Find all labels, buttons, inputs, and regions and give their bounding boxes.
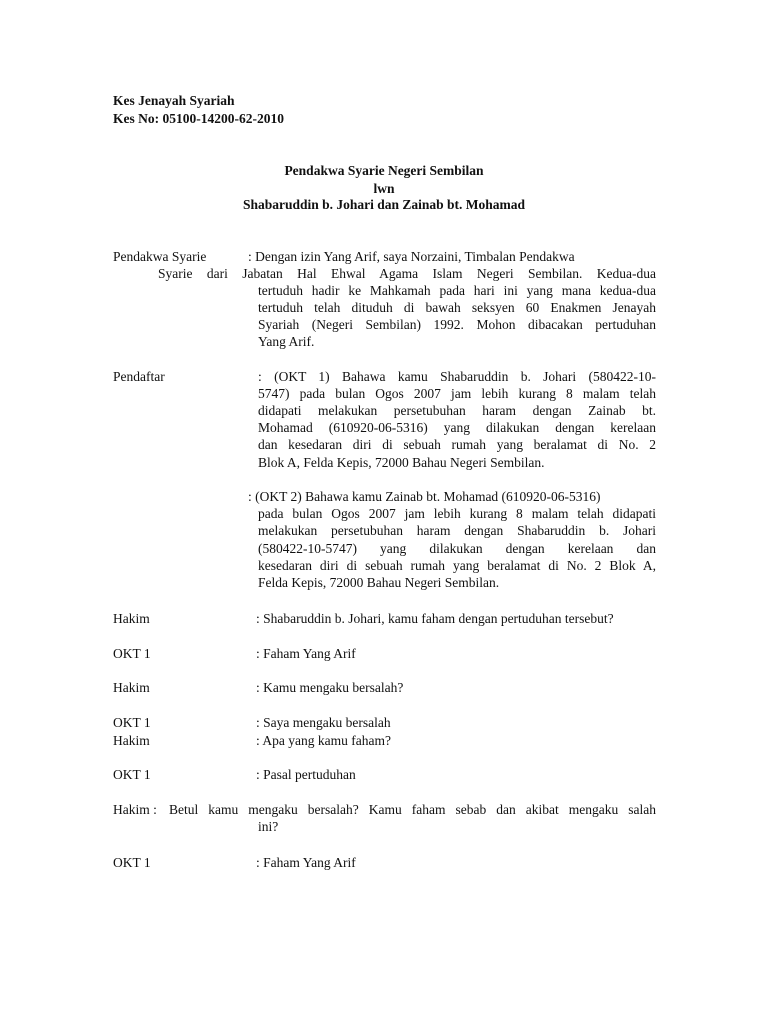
case-title-line1: Pendakwa Syarie Negeri Sembilan <box>284 163 484 178</box>
speaker-label: Pendaftar <box>113 369 165 384</box>
case-number-heading: Kes No: 05100-14200-62-2010 <box>113 111 284 126</box>
speaker-label: Hakim <box>113 733 150 748</box>
transcript-line: : Pasal pertuduhan <box>256 767 356 782</box>
case-title-defendants: Shabaruddin b. Johari dan Zainab bt. Mohamad <box>242 197 526 212</box>
speaker-label: OKT 1 <box>113 767 151 782</box>
transcript-line: : Kamu mengaku bersalah? <box>256 680 404 695</box>
case-type-heading: Kes Jenayah Syariah <box>113 93 235 108</box>
transcript-line: : (OKT 1) Bahawa kamu Shabaruddin b. Johari (580422-10- <box>258 369 656 384</box>
transcript-line: Yang Arif. <box>258 334 315 349</box>
transcript-line: Betul kamu mengaku bersalah? Kamu faham sebab dan akibat mengaku salah <box>169 802 656 817</box>
transcript-line: : Shabaruddin b. Johari, kamu faham dengan pertuduhan tersebut? <box>256 611 614 626</box>
transcript-line: Felda Kepis, 72000 Bahau Negeri Sembilan. <box>258 575 500 590</box>
transcript-line: didapati melakukan persetubuhan haram dengan Zainab bt. <box>258 403 656 418</box>
speaker-label: OKT 1 <box>113 646 151 661</box>
transcript-line: : Apa yang kamu faham? <box>256 733 391 748</box>
transcript-line: : (OKT 2) Bahawa kamu Zainab bt. Mohamad (610920-06-5316) <box>248 489 601 504</box>
transcript-line: : Faham Yang Arif <box>256 646 356 661</box>
transcript-line: Syarie dari Jabatan Hal Ehwal Agama Islam Negeri Sembilan. Kedua-dua <box>158 266 656 281</box>
speaker-label: OKT 1 <box>113 855 151 870</box>
transcript-line: (580422-10-5747) yang dilakukan dengan kerelaan dan <box>258 541 656 556</box>
transcript-line: ini? <box>258 819 279 834</box>
transcript-line: tertuduh telah dituduh di bawah seksyen 60 Enakmen Jenayah <box>258 300 656 315</box>
speaker-label: Hakim <box>113 680 150 695</box>
transcript-line: kesedaran diri di sebuah rumah yang beralamat di No. 2 Blok A, <box>258 558 656 573</box>
transcript-line: tertuduh hadir ke Mahkamah pada hari ini yang mana kedua-dua <box>258 283 656 298</box>
transcript-line: melakukan persetubuhan haram dengan Shabaruddin b. Johari <box>258 523 656 538</box>
speaker-label: Hakim <box>113 611 150 626</box>
transcript-line: : Dengan izin Yang Arif, saya Norzaini, Timbalan Pendakwa <box>248 249 575 264</box>
transcript-line: dan kesedaran diri di sebuah rumah yang beralamat di No. 2 <box>258 437 656 452</box>
transcript-line: Syariah (Negeri Sembilan) 1992. Mohon dibacakan pertuduhan <box>258 317 656 332</box>
speaker-label: Hakim : <box>113 802 157 817</box>
transcript-line: pada bulan Ogos 2007 jam lebih kurang 8 malam telah didapati <box>258 506 656 521</box>
speaker-label: Pendakwa Syarie <box>113 249 207 264</box>
case-title-versus: lwn <box>373 181 395 196</box>
transcript-line: : Saya mengaku bersalah <box>256 715 391 730</box>
speaker-label: OKT 1 <box>113 715 151 730</box>
transcript-line: : Faham Yang Arif <box>256 855 356 870</box>
transcript-line: Blok A, Felda Kepis, 72000 Bahau Negeri Sembilan. <box>258 455 545 470</box>
transcript-line: 5747) pada bulan Ogos 2007 jam lebih kurang 8 malam telah <box>258 386 656 401</box>
transcript-line: Mohamad (610920-06-5316) yang dilakukan dengan kerelaan <box>258 420 656 435</box>
